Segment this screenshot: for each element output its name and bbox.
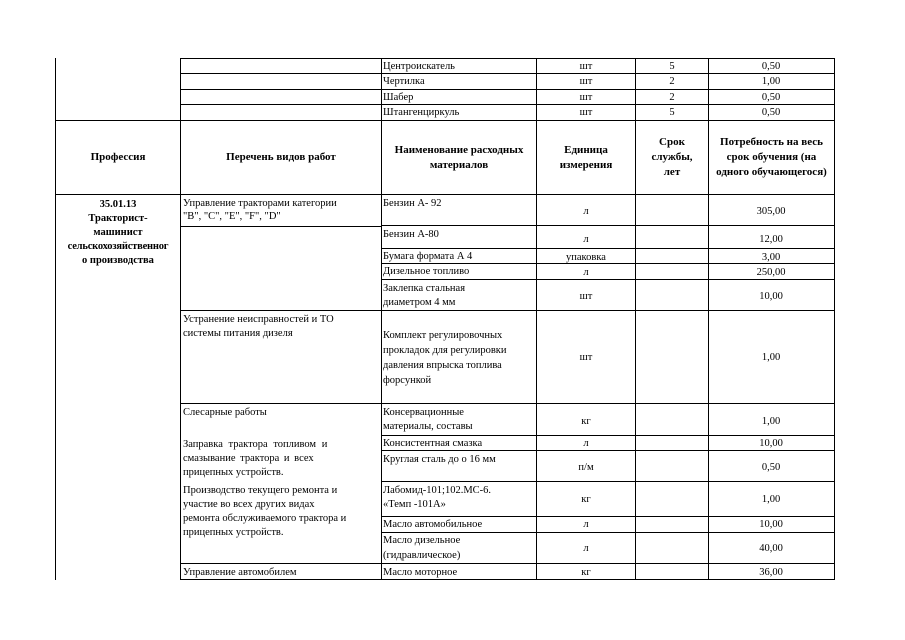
- grid-line: [381, 532, 835, 533]
- material-cell: Чертилка: [383, 76, 425, 87]
- material-cell: Консервационные: [383, 407, 464, 418]
- header-profession: Профессия: [90, 151, 146, 163]
- grid-line: [381, 263, 835, 264]
- material-cell: материалы, составы: [383, 421, 473, 432]
- grid-line: [180, 58, 181, 580]
- grid-line: [55, 194, 835, 195]
- work-item: смазывание трактора и всех: [183, 453, 314, 464]
- material-cell: Масло дизельное: [383, 535, 461, 546]
- unit-cell: кг: [581, 567, 591, 578]
- work-item: Слесарные работы: [183, 407, 267, 418]
- header-materials: Наименование расходных материалов: [394, 143, 524, 171]
- header-works: Перечень видов работ: [226, 151, 336, 163]
- grid-line: [381, 310, 835, 311]
- need-cell: 0,50: [761, 61, 781, 72]
- material-cell: Бумага формата А 4: [383, 251, 473, 262]
- need-cell: 1,00: [761, 494, 781, 505]
- grid-line: [708, 58, 709, 580]
- unit-cell: шт: [579, 291, 593, 302]
- material-cell: Центроискатель: [383, 61, 455, 72]
- need-cell: 10,00: [759, 291, 783, 302]
- unit-cell: упаковка: [566, 252, 606, 263]
- profession-name-line: Тракторист-: [88, 213, 148, 224]
- material-cell: Штангенциркуль: [383, 107, 460, 118]
- grid-line: [381, 225, 835, 226]
- grid-line: [635, 58, 636, 580]
- need-cell: 1,00: [761, 76, 781, 87]
- material-cell: давления впрыска топлива: [383, 360, 502, 371]
- term-cell: 5: [669, 61, 675, 72]
- grid-line: [381, 563, 835, 564]
- grid-line: [55, 58, 56, 580]
- unit-cell: кг: [581, 416, 591, 427]
- need-cell: 305,00: [756, 206, 786, 217]
- header-need: Потребность на весь срок обучения (на одного обучающегося): [716, 136, 827, 178]
- need-cell: 10,00: [759, 438, 783, 449]
- grid-line: [536, 58, 537, 580]
- work-item: "В", "С", "Е", "F", "D": [183, 211, 281, 222]
- work-item: Устранение неисправностей и ТО: [183, 314, 334, 325]
- unit-cell: л: [583, 206, 589, 217]
- work-item: участие во всех других видах: [183, 499, 315, 510]
- need-cell: 0,50: [761, 92, 781, 103]
- material-cell: Масло моторное: [383, 567, 458, 578]
- material-cell: Шабер: [383, 92, 414, 103]
- unit-cell: л: [583, 519, 589, 530]
- unit-cell: л: [583, 543, 589, 554]
- work-item: прицепных устройств.: [183, 467, 284, 478]
- need-cell: 3,00: [761, 252, 781, 263]
- grid-line: [381, 58, 382, 580]
- material-cell: Масло автомобильное: [383, 519, 483, 530]
- work-item: Заправка трактора топливом и: [183, 439, 328, 450]
- unit-cell: шт: [579, 352, 593, 363]
- grid-line: [180, 563, 381, 564]
- material-cell: Дизельное топливо: [383, 266, 470, 277]
- grid-line: [180, 403, 381, 404]
- header-unit: Единица измерения: [559, 143, 613, 171]
- need-cell: 12,00: [759, 234, 783, 245]
- need-cell: 1,00: [761, 352, 781, 363]
- grid-line: [180, 73, 835, 74]
- profession-name-line: о производства: [82, 255, 154, 266]
- material-cell: диаметром 4 мм: [383, 297, 456, 308]
- need-cell: 10,00: [759, 519, 783, 530]
- grid-line: [834, 58, 835, 580]
- work-item: системы питания дизеля: [183, 328, 293, 339]
- unit-cell: шт: [579, 92, 593, 103]
- grid-line: [381, 481, 835, 482]
- grid-line: [55, 120, 835, 121]
- unit-cell: л: [583, 438, 589, 449]
- header-term: Срок службы, лет: [651, 136, 693, 178]
- need-cell: 40,00: [759, 543, 783, 554]
- material-cell: (гидравлическое): [383, 550, 461, 561]
- need-cell: 0,50: [761, 462, 781, 473]
- material-cell: Консистентная смазка: [383, 438, 483, 449]
- work-item: прицепных устройств.: [183, 527, 284, 538]
- term-cell: 5: [669, 107, 675, 118]
- work-item: Управление автомобилем: [183, 567, 297, 578]
- profession-code: 35.01.13: [99, 199, 137, 210]
- material-cell: прокладок для регулировки: [383, 345, 507, 356]
- unit-cell: п/м: [578, 462, 594, 473]
- grid-line: [180, 310, 381, 311]
- need-cell: 1,00: [761, 416, 781, 427]
- work-item: Управление тракторами категории: [183, 198, 337, 209]
- material-cell: «Темп -101А»: [383, 499, 446, 510]
- grid-line: [180, 104, 835, 105]
- need-cell: 36,00: [759, 567, 783, 578]
- unit-cell: шт: [579, 61, 593, 72]
- work-item: Производство текущего ремонта и: [183, 485, 338, 496]
- term-cell: 2: [669, 92, 675, 103]
- grid-line: [381, 403, 835, 404]
- material-cell: Комплект регулировочных: [383, 330, 503, 341]
- grid-line: [180, 226, 381, 227]
- material-cell: Бензин А- 92: [383, 198, 442, 209]
- grid-line: [180, 58, 835, 59]
- material-cell: Заклепка стальная: [383, 283, 466, 294]
- grid-line: [381, 248, 835, 249]
- unit-cell: шт: [579, 107, 593, 118]
- need-cell: 250,00: [756, 267, 786, 278]
- unit-cell: л: [583, 267, 589, 278]
- profession-name-line: сельскохозяйственног: [67, 241, 169, 252]
- grid-line: [180, 579, 835, 580]
- grid-line: [381, 450, 835, 451]
- material-cell: Лабомид-101;102.МС-6.: [383, 485, 492, 496]
- grid-line: [180, 89, 835, 90]
- term-cell: 2: [669, 76, 675, 87]
- work-item: ремонта обслуживаемого трактора и: [183, 513, 347, 524]
- material-cell: Круглая сталь до о 16 мм: [383, 454, 496, 465]
- material-cell: Бензин А-80: [383, 229, 439, 240]
- unit-cell: л: [583, 234, 589, 245]
- unit-cell: кг: [581, 494, 591, 505]
- profession-name-line: машинист: [93, 227, 143, 238]
- need-cell: 0,50: [761, 107, 781, 118]
- unit-cell: шт: [579, 76, 593, 87]
- grid-line: [381, 435, 835, 436]
- material-cell: форсункой: [383, 375, 432, 386]
- grid-line: [381, 279, 835, 280]
- grid-line: [381, 516, 835, 517]
